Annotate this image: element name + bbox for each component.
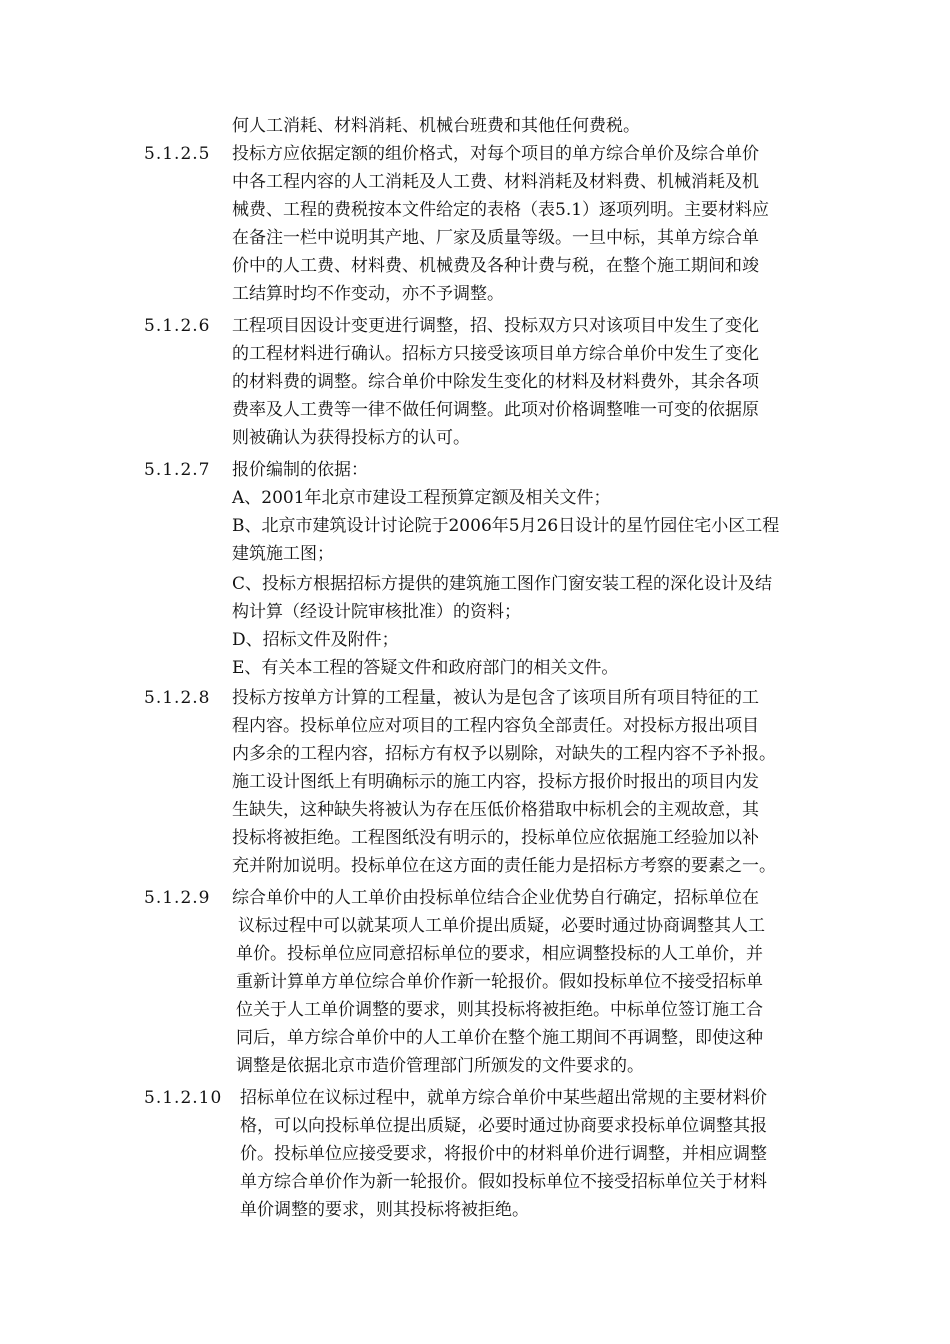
- paragraph-line: 械费、工程的费税按本文件给定的表格（表5.1）逐项列明。主要材料应: [232, 200, 770, 220]
- list-item: 构计算（经设计院审核批准）的资料；: [232, 602, 521, 622]
- paragraph-line: 的材料费的调整。综合单价中除发生变化的材料及材料费外，其余各项: [232, 372, 759, 392]
- paragraph-line: 单价。投标单位应同意招标单位的要求，相应调整投标的人工单价，并: [236, 944, 763, 964]
- paragraph-line: 工程项目因设计变更进行调整，招、投标双方只对该项目中发生了变化: [232, 316, 759, 336]
- paragraph-line: 招标单位在议标过程中，就单方综合单价中某些超出常规的主要材料价: [240, 1088, 767, 1108]
- paragraph-line: 生缺失，这种缺失将被认为存在压低价格猎取中标机会的主观故意，其: [232, 800, 759, 820]
- paragraph-line: 报价编制的依据：: [232, 460, 368, 480]
- section-number: 5.1.2.9: [144, 888, 211, 908]
- paragraph-line: 施工设计图纸上有明确标示的施工内容，投标方报价时报出的项目内发: [232, 772, 759, 792]
- paragraph-line: 的工程材料进行确认。招标方只接受该项目单方综合单价中发生了变化: [232, 344, 759, 364]
- paragraph-line: 中各工程内容的人工消耗及人工费、材料消耗及材料费、机械消耗及机: [232, 172, 759, 192]
- paragraph-line: 工结算时均不作变动，亦不予调整。: [232, 284, 504, 304]
- paragraph-line: 投标方按单方计算的工程量，被认为是包含了该项目所有项目特征的工: [232, 688, 759, 708]
- list-item: 建筑施工图；: [232, 544, 334, 564]
- list-item: C、投标方根据招标方提供的建筑施工图作门窗安装工程的深化设计及结: [232, 574, 773, 594]
- paragraph-line: 单价调整的要求，则其投标将被拒绝。: [240, 1200, 529, 1220]
- paragraph-line: 价中的人工费、材料费、机械费及各种计费与税，在整个施工期间和竣: [232, 256, 759, 276]
- list-item: D、招标文件及附件；: [232, 630, 399, 650]
- paragraph-line: 单方综合单价作为新一轮报价。假如投标单位不接受招标单位关于材料: [240, 1172, 767, 1192]
- paragraph-line: 程内容。投标单位应对项目的工程内容负全部责任。对投标方报出项目: [232, 716, 759, 736]
- paragraph-line: 格，可以向投标单位提出质疑，必要时通过协商要求投标单位调整其报: [240, 1116, 767, 1136]
- paragraph-line: 重新计算单方单位综合单价作新一轮报价。假如投标单位不接受招标单: [236, 972, 763, 992]
- list-item: A、2001年北京市建设工程预算定额及相关文件；: [232, 488, 611, 508]
- paragraph-line: 投标方应依据定额的组价格式，对每个项目的单方综合单价及综合单价: [232, 144, 759, 164]
- paragraph-line: 同后，单方综合单价中的人工单价在整个施工期间不再调整，即使这种: [236, 1028, 763, 1048]
- paragraph-line: 充并附加说明。投标单位在这方面的责任能力是招标方考察的要素之一。: [232, 856, 776, 876]
- paragraph-line: 何人工消耗、材料消耗、机械台班费和其他任何费税。: [232, 116, 640, 136]
- paragraph-line: 价。投标单位应接受要求，将报价中的材料单价进行调整，并相应调整: [240, 1144, 767, 1164]
- section-number: 5.1.2.8: [144, 688, 211, 708]
- list-item: E、有关本工程的答疑文件和政府部门的相关文件。: [232, 658, 619, 678]
- section-number: 5.1.2.7: [144, 460, 211, 480]
- paragraph-line: 内多余的工程内容，招标方有权予以剔除，对缺失的工程内容不予补报。: [232, 744, 776, 764]
- paragraph-line: 在备注一栏中说明其产地、厂家及质量等级。一旦中标，其单方综合单: [232, 228, 759, 248]
- section-number: 5.1.2.6: [144, 316, 211, 336]
- paragraph-line: 综合单价中的人工单价由投标单位结合企业优势自行确定，招标单位在: [232, 888, 759, 908]
- paragraph-line: 议标过程中可以就某项人工单价提出质疑，必要时通过协商调整其人工: [238, 916, 765, 936]
- section-number: 5.1.2.10: [144, 1088, 223, 1108]
- paragraph-line: 调整是依据北京市造价管理部门所颁发的文件要求的。: [236, 1056, 644, 1076]
- section-number: 5.1.2.5: [144, 144, 211, 164]
- paragraph-line: 位关于人工单价调整的要求，则其投标将被拒绝。中标单位签订施工合: [236, 1000, 763, 1020]
- paragraph-line: 费率及人工费等一律不做任何调整。此项对价格调整唯一可变的依据原: [232, 400, 759, 420]
- paragraph-line: 投标将被拒绝。工程图纸没有明示的，投标单位应依据施工经验加以补: [232, 828, 759, 848]
- paragraph-line: 则被确认为获得投标方的认可。: [232, 428, 470, 448]
- list-item: B、北京市建筑设计讨论院于2006年5月26日设计的星竹园住宅小区工程: [232, 516, 780, 536]
